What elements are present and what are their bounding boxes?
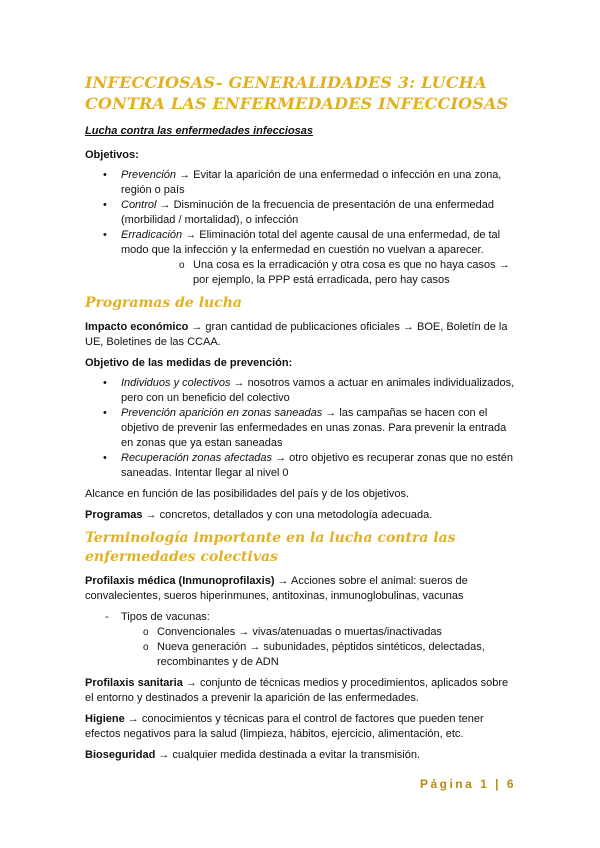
objetivo-term: Control [121, 199, 157, 211]
impacto-label: Impacto económico [85, 321, 189, 333]
objetivos-label: Objetivos: [85, 149, 139, 161]
objetivo-text: → Evitar la aparición de una enfermedad o infección en una zona, región o país [121, 169, 502, 196]
vacunas-sublist [121, 625, 515, 670]
impacto-paragraph [85, 320, 515, 350]
list-item [85, 451, 515, 481]
section-heading-terminologia: Terminología importante en la lucha contra las enfermedades colectivas [85, 530, 456, 565]
profilaxis-sanitaria-paragraph [85, 676, 515, 706]
objetivo-text: → Eliminación total del agente causal de una enfermedad, de tal modo que la infección y la enfermedad en cuestión no vuelvan a aparecer. [121, 229, 501, 256]
list-item [85, 168, 515, 198]
medida-term: Recuperación zonas afectadas [121, 452, 273, 464]
section-heading-programas: Programas de lucha [85, 295, 242, 311]
page-title: INFECCIOSAS- GENERALIDADES 3: LUCHA CONTRA LAS ENFERMEDADES INFECCIOSAS [85, 73, 509, 113]
programas-label: Programas [85, 509, 143, 521]
list-item: o Convencionales → vivas/atenuadas o muertas/inactivadas [121, 625, 515, 640]
alcance-paragraph: Alcance en función de las posibilidades del país y de los objetivos. [85, 488, 410, 500]
objetivo-term: Prevención [121, 169, 177, 181]
higiene-text: → conocimientos y técnicas para el control de factores que pueden tener efectos negativos para la salud (limpieza, hábitos, ejercicio, alimentación, etc. [85, 713, 484, 740]
medida-text: → otro objetivo es recuperar zonas que no estén saneadas. Intentar llegar al nivel 0 [121, 452, 513, 479]
list-item [85, 228, 515, 288]
profilaxis-medica-text: → Acciones sobre el animal: sueros de convalecientes, sueros hiperinmunes, antitoxinas, inmunoglobulinas, vacunas [85, 575, 468, 602]
profilaxis-medica-label: Profilaxis médica (Inmunoprofilaxis) [85, 575, 275, 587]
medida-term: Individuos y colectivos [121, 377, 231, 389]
list-item: o Una cosa es la erradicación y otra cosa es que no haya casos → por ejemplo, la PPP está erradicada, pero hay casos [121, 258, 515, 288]
medida-term: Prevención aparición en zonas saneadas [121, 407, 323, 419]
bioseguridad-paragraph [85, 748, 515, 763]
tipos-vacunas-label: Tipos de vacunas: [121, 611, 210, 623]
higiene-label: Higiene [85, 713, 125, 725]
bioseguridad-text: → cualquier medida destinada a evitar la transmisión. [155, 749, 421, 761]
impacto-text: → gran cantidad de publicaciones oficiales → BOE, Boletín de la UE, Boletines de las CCAA. [85, 321, 508, 348]
medidas-list [85, 376, 515, 481]
page-content [85, 72, 515, 769]
medida-text: → nosotros vamos a actuar en animales individualizados, pero con un beneficio del colectivo [121, 377, 515, 404]
list-item: o Nueva generación → subunidades, péptidos sintéticos, delectadas, recombinantes y de ADN [121, 640, 515, 670]
tipos-vacunas-list [85, 610, 515, 670]
list-item [85, 406, 515, 451]
profilaxis-sanitaria-label: Profilaxis sanitaria [85, 677, 183, 689]
profilaxis-sanitaria-text: → conjunto de técnicas medios y procedimientos, aplicados sobre el entorno y destinados a prevenir la aparición de las enfermedades. [85, 677, 509, 704]
programas-paragraph [85, 508, 515, 523]
objetivo-term: Erradicación [121, 229, 183, 241]
higiene-paragraph [85, 712, 515, 742]
list-item [85, 376, 515, 406]
objetivo-medidas-label: Objetivo de las medidas de prevención: [85, 357, 293, 369]
bioseguridad-label: Bioseguridad [85, 749, 156, 761]
profilaxis-medica-paragraph [85, 574, 515, 604]
programas-text: → concretos, detallados y con una metodología adecuada. [142, 509, 433, 521]
list-item [85, 198, 515, 228]
objetivos-list [85, 168, 515, 288]
erradicacion-sublist [121, 258, 515, 288]
page-subtitle: Lucha contra las enfermedades infecciosas [85, 125, 314, 137]
objetivo-text: → Disminución de la frecuencia de presentación de una enfermedad (morbilidad / mortalidad), o infección [121, 199, 495, 226]
page-number: Página 1 | 6 [419, 777, 516, 791]
list-item [85, 610, 515, 670]
medida-text: → las campañas se hacen con el objetivo de prevenir las enfermedades en unas zonas. Para prevenir la entrada en zonas que ya estan saneadas [121, 407, 507, 449]
